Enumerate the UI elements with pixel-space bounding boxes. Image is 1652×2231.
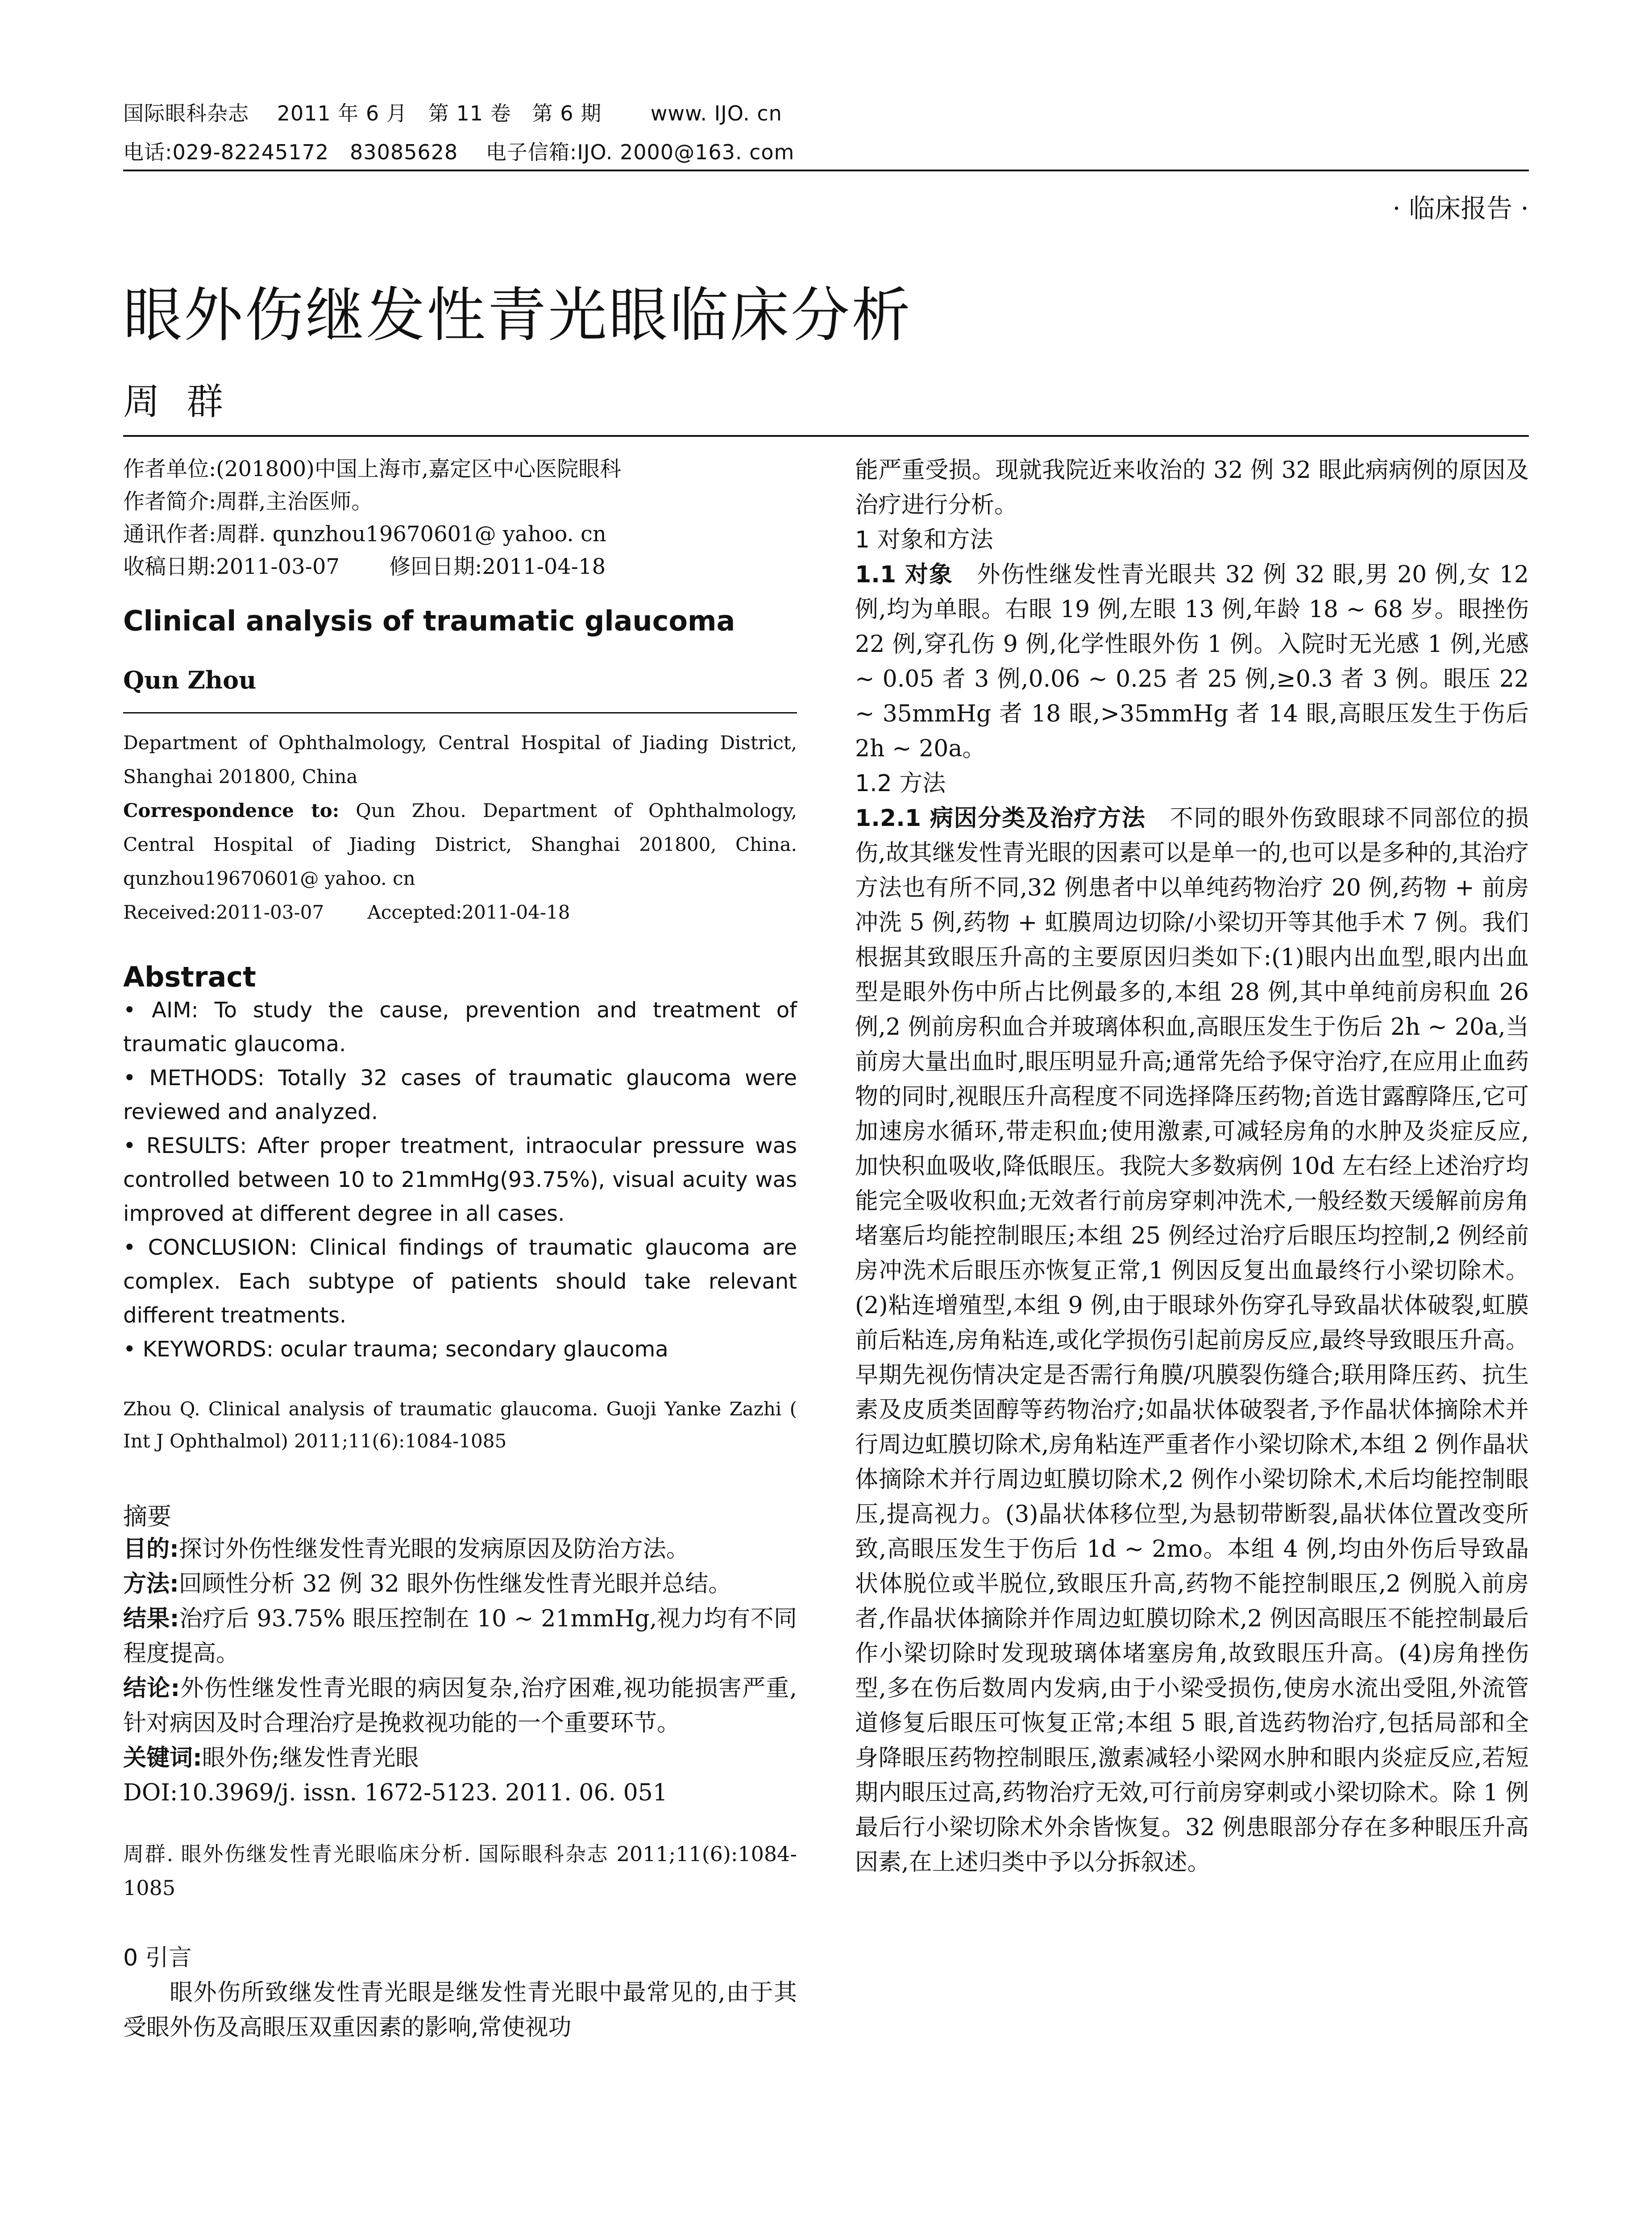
intro-heading: 0 引言 [123, 1945, 192, 1971]
cn-abstract-aim [123, 1532, 797, 1567]
abstract-results: • RESULTS: After proper treatment, intraocular pressure was controlled between 10 to 21mmHg(93.75%), visual acuity was improved at different degree in all cases. [123, 1133, 797, 1226]
cn-methods-text: 回顾性分析 32 例 32 眼外伤性继发性青光眼并总结。 [178, 1571, 732, 1597]
abstract-aim: • AIM: To study the cause, prevention and treatment of traumatic glaucoma. [123, 998, 797, 1057]
article-title: 眼外伤继发性青光眼临床分析 [123, 281, 912, 350]
english-citation: Zhou Q. Clinical analysis of traumatic glaucoma. Guoji Yanke Zazhi ( Int J Ophthalmol) 2011;11(6):1084-1085 [123, 1398, 797, 1452]
english-correspondence [123, 794, 797, 896]
section-1-2-1-text: 不同的眼外伤致眼球不同部位的损伤,故其继发性青光眼的因素可以是单一的,也可以是多种的,其治疗方法也有所不同,32 例患者中以单纯药物治疗 20 例,药物 + 前房冲洗 5 例,药物 + 虹膜周边切除/小梁切开等其他手术 7 例。我们根据其致眼压升高的主要原因归类如下:(1)眼内出血型,眼内出血型是眼外伤中所占比例最多的,本组 28 例,其中单纯前房积血 26 例,2 例前房积血合并玻璃体积血,高眼压发生于伤后 2h ~ 20a,当前房大量出血时,眼压明显升高;通常先给予保守治疗,在应用止血药物的同时,视眼压升高程度不同选择降压药物;首选甘露醇降压,它可加速房水循环,带走积血;使用激素,可减轻房角的水肿及炎症反应,加快积血吸收,降低眼压。我院大多数病例 10d 左右经上述治疗均能完全吸收积血;无效者行前房穿刺冲洗术,一般经数天缓解前房角堵塞后均能控制眼压;本组 25 例经过治疗后眼压均控制,2 例经前房冲洗术后眼压亦恢复正常,1 例因反复出血最终行小梁切除术。(2)粘连增殖型,本组 9 例,由于眼球外伤穿孔导致晶状体破裂,虹膜前后粘连,房角粘连,或化学损伤引起前房反应,最终导致眼压升高。早期先视伤情决定是否需行角膜/巩膜裂伤缝合;联用降压药、抗生素及皮质类固醇等药物治疗;如晶状体破裂者,予作晶状体摘除术并行周边虹膜切除术,房角粘连严重者作小梁切除术,本组 2 例作晶状体摘除术并行周边虹膜切除术,2 例作小梁切除术,术后均能控制眼压,提高视力。(3)晶状体移位型,为悬韧带断裂,晶状体位置改变所致,高眼压发生于伤后 1d ~ 2mo。本组 4 例,均由外伤后导致晶状体脱位或半脱位,致眼压升高,药物不能控制眼压,2 例脱入前房者,作晶状体摘除并作周边虹膜切除术,2 例因高眼压不能控制最后作小梁切除时发现玻璃体堵塞房角,故致眼压升高。(4)房角挫伤型,多在伤后数周内发病,由于小梁受损伤,使房水流出受阻,外流管道修复后眼压可恢复正常;本组 5 眼,首选药物治疗,包括局部和全身降眼压药物控制眼压,激素减轻小梁网水肿和眼内炎症反应,若短期内眼压过高,药物治疗无效,可行前房穿刺或小梁切除术。除 1 例最后行小梁切除术外余皆恢复。32 例患眼部分存在多种眼压升高因素,在上述归类中予以分拆叙述。 [855, 805, 1529, 1876]
cn-methods-label: 方法: [123, 1571, 179, 1597]
section-tag: · 临床报告 · [1392, 193, 1529, 224]
correspondence-label: Correspondence to: [123, 800, 340, 821]
section-1-1-text: 外伤性继发性青光眼共 32 例 32 眼,男 20 例,女 12 例,均为单眼。右眼 19 例,左眼 13 例,年龄 18 ~ 68 岁。眼挫伤 22 例,穿孔伤 9 例,化学性眼外伤 1 例。入院时无光感 1 例,光感 ~ 0.05 者 3 例,0.06 ~ 0.25 者 25 例,≥0.3 者 3 例。眼压 22 ~ 35mmHg 者 18 眼,>35mmHg 者 14 眼,高眼压发生于伤后 2h ~ 20a。 [855, 561, 1529, 762]
title-rule [123, 435, 1529, 437]
cn-abstract-results [123, 1601, 797, 1671]
cn-aim-label: 目的: [123, 1536, 179, 1563]
affiliation: 作者单位:(201800)中国上海市,嘉定区中心医院眼科 [123, 456, 622, 481]
cn-keywords-text: 眼外伤;继发性青光眼 [202, 1745, 419, 1771]
section-1-1-label: 1.1 对象 [855, 561, 953, 588]
english-title: Clinical analysis of traumatic glaucoma [123, 605, 735, 637]
header-rule [123, 170, 1529, 171]
abstract-conclusion: • CONCLUSION: Clinical findings of traumatic glaucoma are complex. Each subtype of patients should take relevant different treatments. [123, 1235, 797, 1328]
corresponding-author: 通讯作者:周群. qunzhou19670601@ yahoo. cn [123, 522, 606, 547]
abstract-methods: • METHODS: Totally 32 cases of traumatic glaucoma were reviewed and analyzed. [123, 1066, 797, 1124]
cn-citation: 周群. 眼外伤继发性青光眼临床分析. 国际眼科杂志 2011;11(6):1084-1085 [123, 1842, 797, 1900]
section-1-heading: 1 对象和方法 [855, 527, 993, 553]
section-1-2-1-label: 1.2.1 病因分类及治疗方法 [855, 805, 1146, 832]
cn-abstract-conclusion [123, 1671, 797, 1741]
cn-abstract-methods [123, 1567, 797, 1601]
cn-keywords [123, 1741, 797, 1775]
cn-aim-text: 探讨外伤性继发性青光眼的发病原因及防治方法。 [178, 1536, 689, 1563]
english-department: Department of Ophthalmology, Central Hospital of Jiading District, Shanghai 201800, China [123, 732, 797, 788]
cn-results-label: 结果: [123, 1605, 179, 1632]
abstract-keywords: • KEYWORDS: ocular trauma; secondary glaucoma [123, 1337, 668, 1362]
cn-results-text: 治疗后 93.75% 眼压控制在 10 ~ 21mmHg,视力均有不同程度提高。 [123, 1605, 797, 1667]
left-column [123, 453, 797, 2045]
cn-abstract-heading: 摘要 [123, 1502, 171, 1530]
cn-conclusion-label: 结论: [123, 1675, 180, 1702]
abstract-heading: Abstract [123, 961, 256, 993]
received-dates: 收稿日期:2011-03-07 修回日期:2011-04-18 [123, 554, 606, 579]
section-1-1 [855, 557, 1529, 766]
section-1-2-1 [855, 801, 1529, 1880]
section-1-2-heading: 1.2 方法 [855, 770, 946, 797]
author-intro: 作者简介:周群,主治医师。 [123, 489, 373, 514]
doi: DOI:10.3969/j. issn. 1672-5123. 2011. 06. 051 [123, 1779, 668, 1806]
intro-text: 眼外伤所致继发性青光眼是继发性青光眼中最常见的,由于其受眼外伤及高眼压双重因素的影响,常使视功 [123, 1979, 797, 2041]
correspondence-text: Qun Zhou. Department of Ophthalmology, Central Hospital of Jiading District, Shanghai 201800, China. qunzhou19670601@ yahoo. cn [123, 800, 797, 889]
english-received: Received:2011-03-07 Accepted:2011-04-18 [123, 901, 570, 923]
english-author: Qun Zhou [123, 666, 257, 694]
article-author: 周群 [123, 381, 250, 423]
cn-conclusion-text: 外伤性继发性青光眼的病因复杂,治疗困难,视功能损害严重,针对病因及时合理治疗是挽救视功能的一个重要环节。 [123, 1675, 797, 1737]
journal-header-line1: 国际眼科杂志 2011 年 6 月 第 11 卷 第 6 期 www. IJO. cn [123, 101, 782, 125]
intro-continued: 能严重受损。现就我院近来收治的 32 例 32 眼此病病例的原因及治疗进行分析。 [855, 457, 1529, 518]
english-rule [123, 712, 797, 713]
journal-header-line2: 电话:029-82245172 83085628 电子信箱:IJO. 2000@163. com [123, 140, 795, 164]
cn-keywords-label: 关键词: [123, 1745, 202, 1771]
right-column [855, 453, 1529, 1880]
